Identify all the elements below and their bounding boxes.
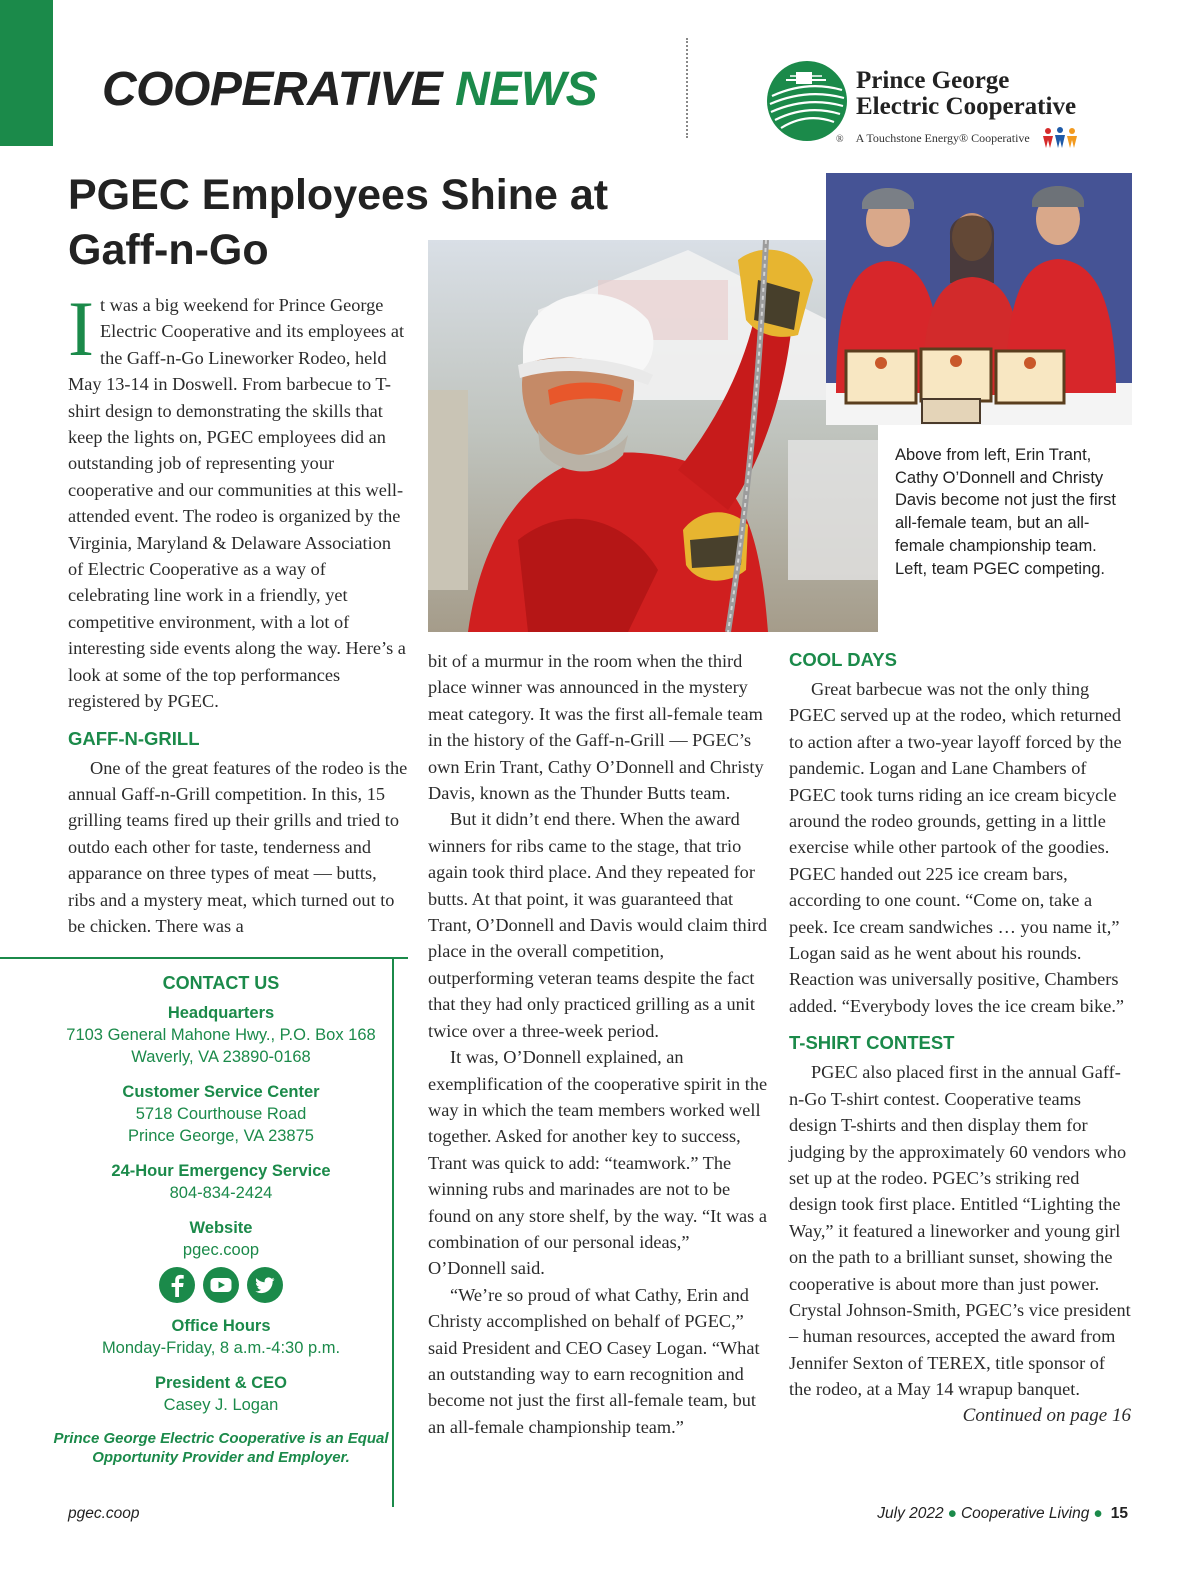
team-award-photo-illustration	[826, 173, 1132, 425]
gaff-paragraph-4: “We’re so proud of what Cathy, Erin and Christy accomplished on behalf of PGEC,” said President and CEO Casey Logan. “What an outstanding way to earn recognition and become not just the first all-female team, but an all-female championship team.”	[428, 1284, 760, 1437]
cool-days-heading: COOL DAYS	[789, 649, 897, 670]
gaff-paragraph-2: But it didn’t end there. When the award winners for ribs came to the stage, that trio again took third place. And they repeated for butts. At that point, it was guaranteed that Trant, O’Donnell and Davis would claim third place in the overall competition, outperforming veteran teams despite the fact that they had only practiced grilling as a unit twice over a three-week period.	[428, 809, 768, 1041]
customer-service-label: Customer Service Center	[122, 1083, 320, 1101]
section-title	[102, 62, 597, 117]
website-link[interactable]: pgec.coop	[182, 1241, 260, 1259]
photo-caption-above: Above from left, Erin Trant, Cathy O’Donnell and Christy Davis become not just the first all-female team, but an all-female championship team.	[895, 446, 1117, 555]
cool-days-paragraph: Great barbecue was not the only thing PGEC served up at the rodeo, which returned to action after a two-year layoff forced by the pandemic. Logan and Lane Chambers of PGEC took turns riding an ice cream bicycle around the rodeo grounds, getting in a little exercise while other partook of the goodies. PGEC handed out 225 ice cream bars, according to one count. “Come on, take a peek. Ice cream sandwiches … you name it,” Logan said as he went about his rounds. Reaction was universally positive, Chambers added. “Everybody loves the ice cream bike.”	[789, 679, 1125, 1016]
logo-name	[856, 68, 1076, 120]
office-hours-value: Monday-Friday, 8 a.m.-4:30 p.m.	[101, 1339, 341, 1357]
contact-website	[48, 1217, 394, 1261]
footer-bullet: ●	[947, 1505, 957, 1522]
gaff-paragraph-3: It was, O’Donnell explained, an exemplification of the cooperative spirit in the way in which the team members worked well together. Asked for another key to success, Trant was quick to add: “teamwork.” The winning rubs and marinades are not to be found on any store shelf, by the way. “It was a combination of our personal ideas,” O’Donnell said.	[428, 1047, 768, 1279]
headquarters-address-line1: 7103 General Mahone Hwy., P.O. Box 168	[66, 1026, 376, 1044]
contact-top-rule	[0, 957, 408, 959]
green-tab-accent	[0, 0, 53, 146]
pgec-emblem-icon	[766, 60, 848, 142]
headquarters-label: Headquarters	[167, 1004, 275, 1022]
gaff-paragraph-1: One of the great features of the rodeo is the annual Gaff-n-Grill competition. In this, 15 grilling teams fired up their grills and tried to outdo each other for taste, tenderness and apparance on three types of meat — butts, ribs and a mystery meat, which turned out to be chicken. There was a	[68, 757, 408, 936]
footer-magazine: Cooperative Living	[960, 1505, 1090, 1522]
article-headline: PGEC Employees Shine at Gaff-n-Go	[68, 171, 609, 274]
website-label: Website	[189, 1219, 253, 1237]
photo-caption-left: Left, team PGEC competing.	[895, 559, 1106, 578]
team-award-photo	[826, 173, 1132, 425]
logo-name-line2: Electric Cooperative	[856, 93, 1077, 120]
equal-opportunity-statement: Prince George Electric Cooperative is an Equal Opportunity Provider and Employer.	[53, 1430, 389, 1466]
photo-caption	[895, 444, 1135, 580]
pgec-logo	[766, 58, 1096, 153]
emergency-label: 24-Hour Emergency Service	[111, 1162, 331, 1180]
tshirt-contest-heading: T-SHIRT CONTEST	[789, 1032, 955, 1054]
contact-customer-service	[48, 1081, 394, 1147]
section-title-main: COOPERATIVE	[102, 63, 456, 116]
gaff-paragraph-1-continued: bit of a murmur in the room when the third place winner was announced in the mystery meat category. It was the first all-female team in the history of the Gaff-n-Grill — PGEC’s own Erin Trant, Cathy O’Donnell and Christy Davis, known as the Thunder Butts team.	[428, 651, 764, 804]
logo-tagline	[836, 131, 1030, 146]
touchstone-figures-icon	[1042, 126, 1078, 150]
customer-service-address-line2: Prince George, VA 23875	[128, 1127, 314, 1145]
article-dropcap: I	[68, 285, 94, 372]
logo-name-line1: Prince George	[856, 67, 1010, 94]
footer-issue-info	[877, 1505, 1128, 1523]
lineworker-photo-illustration	[428, 240, 878, 632]
office-hours-label: Office Hours	[171, 1317, 271, 1335]
continued-link[interactable]: Continued on page 16	[962, 1404, 1131, 1426]
footer-bullet-2: ●	[1093, 1505, 1103, 1522]
contact-heading: CONTACT US	[162, 973, 280, 993]
contact-ceo	[48, 1372, 394, 1416]
article-column-2	[428, 648, 770, 1440]
tshirt-contest-paragraph: PGEC also placed first in the annual Gaff-n-Go T-shirt contest. Cooperative teams design T-shirts and then display them for judging by the approximately 60 vendors who set up at the rodeo. PGEC’s striking red design took first place. Entitled “Lighting the Way,” it featured a lineworker and young girl on the path to a brilliant sunset, showing the cooperative is about more than just power. Crystal Johnson-Smith, PGEC’s vice president – human resources, accepted the award from Jennifer Sexton of TEREX, title sponsor of the rodeo, at a May 14 wrapup banquet.	[789, 1062, 1131, 1400]
contact-box	[48, 972, 394, 1467]
lineworker-photo	[428, 240, 878, 632]
section-title-accent: NEWS	[455, 63, 598, 116]
article-column-1	[68, 285, 408, 939]
logo-tagline-text: A Touchstone Energy® Cooperative	[855, 131, 1030, 145]
headquarters-address-line2: Waverly, VA 23890-0168	[131, 1048, 311, 1066]
ceo-label: President & CEO	[154, 1374, 288, 1392]
article-column-3	[789, 648, 1131, 1429]
logo-registered-mark: ®	[836, 134, 844, 145]
ceo-name: Casey J. Logan	[163, 1396, 279, 1414]
article-intro-text: t was a big weekend for Prince George Electric Cooperative and its employees at the Gaff-n-Go Lineworker Rodeo, held May 13-14 in Doswell. From barbecue to T-shirt design to demonstrating the skills that keep the lights on, PGEC employees did an outstanding job of representing your cooperative and our communities at this well-attended event. The rodeo is organized by the Virginia, Maryland & Delaware Association of Electric Cooperative as a way of celebrating line work in a friendly, yet competitive environment, with a lot of interesting side events along the way. Here’s a look at some of the top performances registered by PGEC.	[68, 295, 406, 712]
youtube-icon[interactable]	[203, 1267, 239, 1303]
contact-headquarters	[48, 1002, 394, 1068]
emergency-phone[interactable]: 804-834-2424	[169, 1184, 273, 1202]
footer-website[interactable]: pgec.coop	[68, 1505, 140, 1522]
facebook-icon[interactable]	[159, 1267, 195, 1303]
contact-office-hours	[48, 1315, 394, 1359]
contact-emergency	[48, 1160, 394, 1204]
footer-date: July 2022	[877, 1505, 944, 1522]
footer-page-number: 15	[1110, 1505, 1128, 1522]
gaff-n-grill-heading: GAFF-N-GRILL	[68, 727, 200, 749]
masthead-divider	[686, 38, 688, 138]
social-icons	[48, 1267, 394, 1303]
article-intro	[68, 285, 408, 715]
twitter-icon[interactable]	[247, 1267, 283, 1303]
customer-service-address-line1: 5718 Courthouse Road	[135, 1105, 307, 1123]
